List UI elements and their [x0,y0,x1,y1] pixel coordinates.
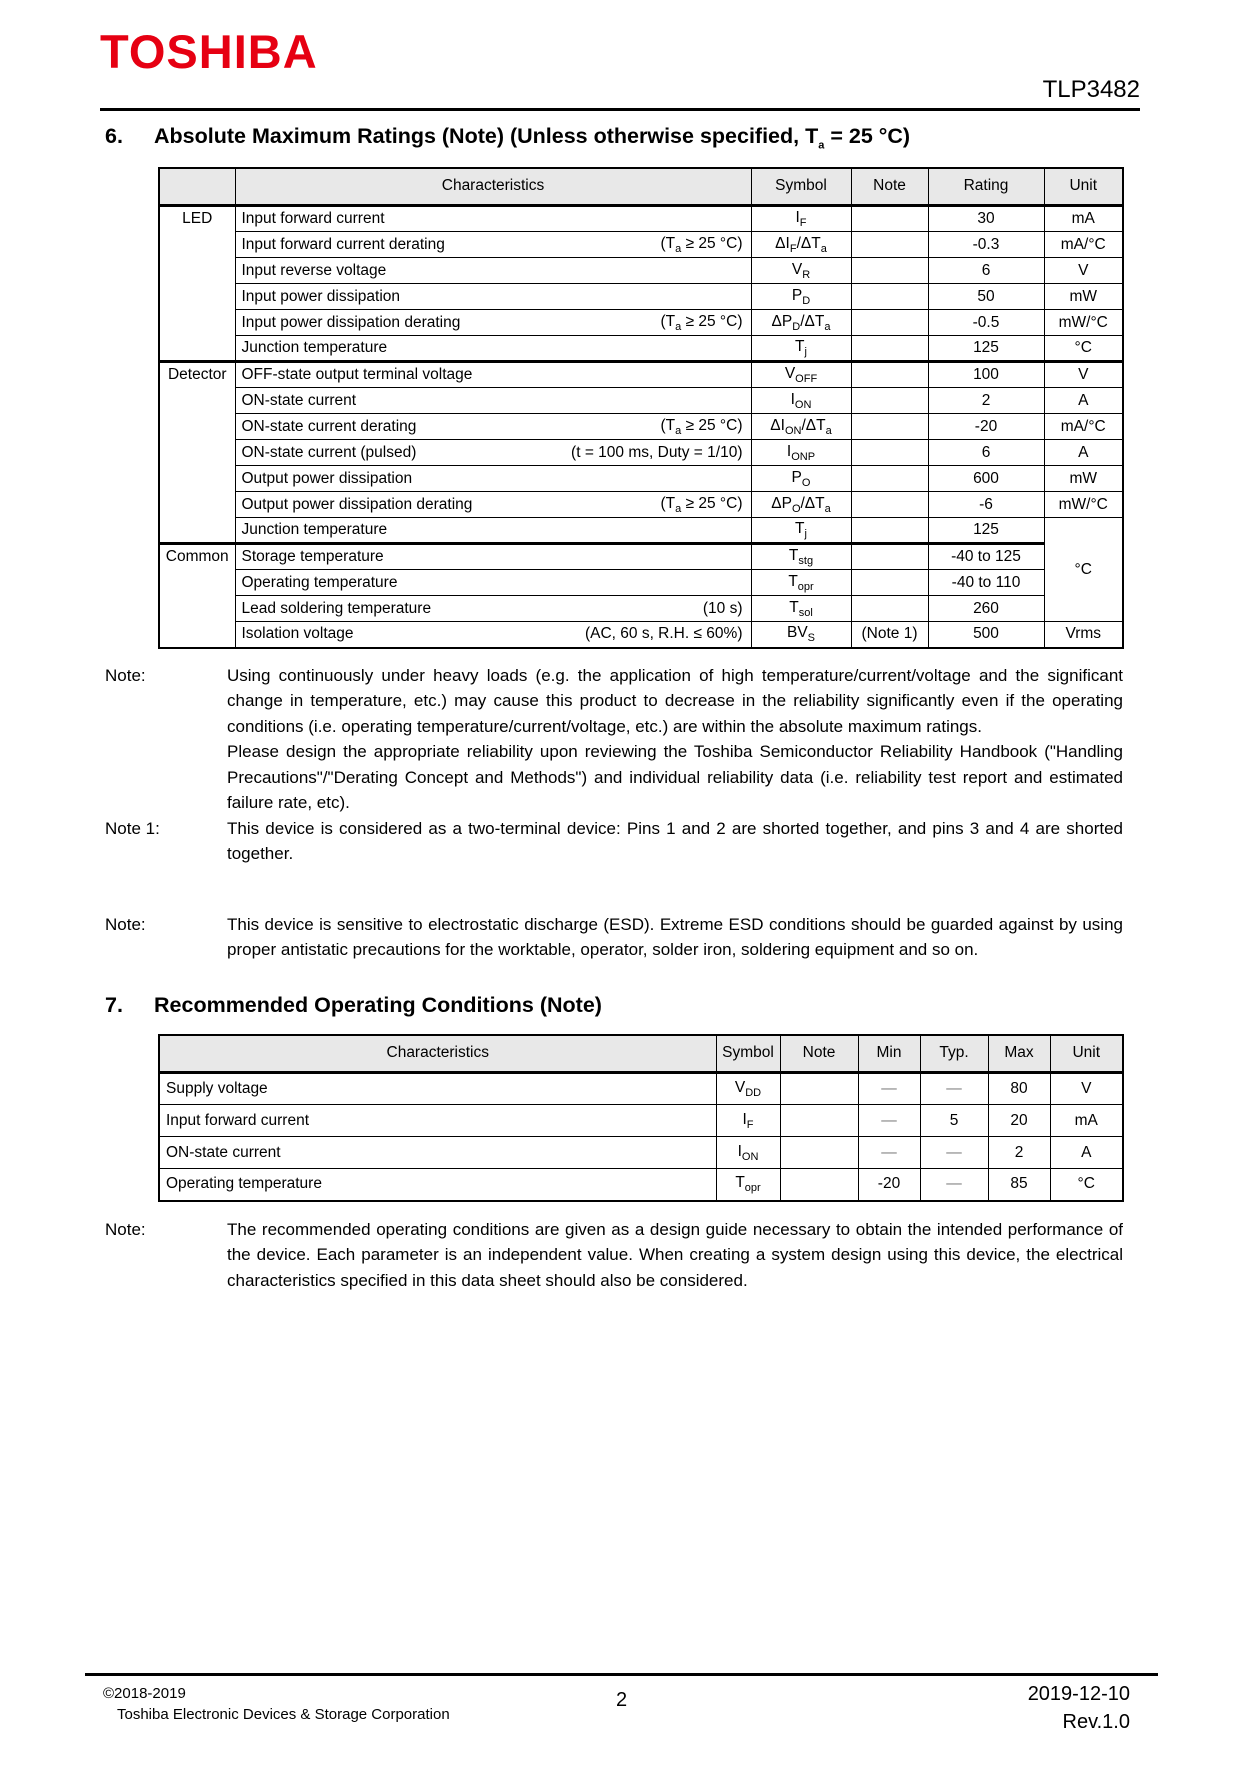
cell-symbol: $T_{sol}$ [751,596,851,622]
cell-rating: 6 [928,258,1044,284]
table-row [159,1073,1123,1105]
table-header-row [159,168,1123,206]
footer-revision-block [1028,1680,1130,1736]
table-row [159,258,1123,284]
note-block-esd [105,912,1123,963]
cell-unit: A [1044,388,1123,414]
page-header [100,25,1140,111]
cell-symbol: $\Delta I_F/\Delta T_a$ [751,232,851,258]
cell-unit: V [1050,1073,1123,1105]
table-row [159,206,1123,232]
cell-rating: 600 [928,466,1044,492]
footer-content [85,1676,1158,1736]
note-text [227,912,1123,963]
cell-symbol: $\Delta I_{ON}/\Delta T_a$ [751,414,851,440]
cell-typ: — [920,1169,988,1201]
cell-rating: 50 [928,284,1044,310]
condition-text: ($T_a \ge 25$ °C) [660,234,743,255]
characteristic-text: ON-state current derating [241,417,417,435]
cell-symbol: $\Delta P_D/\Delta T_a$ [751,310,851,336]
note-text [227,663,1123,816]
table-row [159,362,1123,388]
cell-unit: mW/°C [1044,310,1123,336]
characteristic-text: Junction temperature [241,339,388,357]
cell-rating: -0.3 [928,232,1044,258]
cell-unit: mW [1044,466,1123,492]
section-heading-recommended-operating-conditions [105,993,1140,1018]
page-footer [85,1673,1158,1736]
cell-note [851,258,928,284]
column-header-symbol: Symbol [751,168,851,206]
cell-symbol: $T_{stg}$ [751,544,851,570]
table-row [159,570,1123,596]
cell-char [235,388,751,414]
group-cell: Common [159,544,235,648]
cell-unit: mW/°C [1044,492,1123,518]
footer-copyright-block [103,1683,450,1725]
condition-text: ($T_a \ge 25$ °C) [660,312,743,333]
cell-note [780,1169,858,1201]
cell-symbol: $P_O$ [751,466,851,492]
cell-max: 85 [988,1169,1050,1201]
cell-symbol: $T_{opr}$ [751,570,851,596]
cell-symbol: $V_R$ [751,258,851,284]
characteristic-text: Input forward current [166,1111,310,1129]
cell-symbol: $V_{DD}$ [716,1073,780,1105]
note-paragraph: The recommended operating conditions are given as a design guide necessary to obtain the intended performance of the device. Each parameter is an independent value. When creating a system design using this device, the electrical characteristics specified in this data sheet should also be considered. [227,1219,1123,1290]
revision-number: Rev.1.0 [1062,1711,1130,1733]
datasheet-page [0,25,1240,1782]
characteristic-text: ON-state current [166,1143,281,1161]
cell-symbol: $I_{ON}$ [751,388,851,414]
cell-unit: Vrms [1044,622,1123,648]
characteristic-text: Lead soldering temperature [241,599,432,617]
cell-char [235,622,751,648]
cell-rating: -20 [928,414,1044,440]
cell-symbol: $BV_S$ [751,622,851,648]
cell-unit: mW [1044,284,1123,310]
cell-unit: mA [1044,206,1123,232]
cell-rating: 100 [928,362,1044,388]
cell-char [235,336,751,362]
cell-unit: °C [1050,1169,1123,1201]
cell-symbol: $I_{ON}$ [716,1137,780,1169]
cell-rating: 6 [928,440,1044,466]
cell-rating: -40 to 110 [928,570,1044,596]
cell-rating: 260 [928,596,1044,622]
group-cell: LED [159,206,235,362]
characteristic-text: Operating temperature [166,1175,322,1193]
note-paragraph: This device is sensitive to electrostatic discharge (ESD). Extreme ESD conditions should be guarded against by using proper antistatic precautions for the worktable, operator, solder iron, soldering equipment and so on. [227,914,1123,960]
characteristic-text: Junction temperature [241,521,388,539]
characteristic-text: Input forward current derating [241,235,445,253]
cell-char [235,232,751,258]
column-header-group [159,168,235,206]
note-block-recommended [105,1217,1123,1294]
table-row [159,336,1123,362]
cell-note [851,232,928,258]
company-name: Toshiba Electronic Devices & Storage Corporation [117,1706,450,1723]
condition-text: ($T_a \ge 25$ °C) [660,494,743,515]
cell-min: — [858,1105,920,1137]
cell-note [851,570,928,596]
cell-symbol: $I_{ONP}$ [751,440,851,466]
cell-note [851,336,928,362]
cell-note [780,1137,858,1169]
column-header-char: Characteristics [159,1035,716,1073]
section-number: 6. [105,124,123,149]
cell-char [235,596,751,622]
note-label: Note 1: [105,818,160,838]
cell-char [235,362,751,388]
note-label: Note: [105,665,146,685]
table-row [159,518,1123,544]
column-header-symbol: Symbol [716,1035,780,1073]
cell-symbol: $I_F$ [716,1105,780,1137]
cell-note [780,1073,858,1105]
cell-rating: 30 [928,206,1044,232]
table-row [159,1137,1123,1169]
column-header-min: Min [858,1035,920,1073]
cell-max: 2 [988,1137,1050,1169]
section-number: 7. [105,992,123,1017]
cell-min: — [858,1073,920,1105]
cell-char [159,1169,716,1201]
characteristic-text: OFF-state output terminal voltage [241,366,473,384]
cell-note [851,596,928,622]
note-paragraph: This device is considered as a two-terminal device: Pins 1 and 2 are shorted together, and pins 3 and 4 are shorted together. [227,818,1123,864]
cell-rating: -40 to 125 [928,544,1044,570]
cell-char [235,440,751,466]
cell-rating: 500 [928,622,1044,648]
toshiba-logo: TOSHIBA [100,25,318,78]
cell-char [159,1137,716,1169]
cell-unit: °C [1044,518,1123,622]
cell-max: 20 [988,1105,1050,1137]
column-header-unit: Unit [1050,1035,1123,1073]
section-heading-absolute-maximum-ratings [105,124,1140,151]
note-text [227,1217,1123,1294]
table-row [159,284,1123,310]
condition-text: (t = 100 ms, Duty = 1/10) [571,443,743,461]
column-header-note: Note [780,1035,858,1073]
cell-symbol: $V_{OFF}$ [751,362,851,388]
cell-note [851,388,928,414]
characteristic-text: Input power dissipation [241,287,401,305]
cell-symbol: $T_j$ [751,336,851,362]
cell-symbol: $I_F$ [751,206,851,232]
table-row [159,232,1123,258]
cell-char [235,310,751,336]
cell-note [851,362,928,388]
cell-char [235,258,751,284]
characteristic-text: ON-state current (pulsed) [241,443,417,461]
cell-rating: -0.5 [928,310,1044,336]
table-row [159,414,1123,440]
cell-symbol: $T_j$ [751,518,851,544]
cell-note [851,310,928,336]
cell-typ: — [920,1073,988,1105]
cell-char [235,570,751,596]
cell-typ: 5 [920,1105,988,1137]
cell-unit: mA/°C [1044,232,1123,258]
table-row [159,622,1123,648]
section-title: Recommended Operating Conditions (Note) [154,992,602,1017]
cell-note [851,518,928,544]
cell-unit: mA/°C [1044,414,1123,440]
cell-unit: °C [1044,336,1123,362]
cell-rating: 125 [928,518,1044,544]
cell-char [235,544,751,570]
characteristic-text: Input forward current [241,210,385,228]
note-label: Note: [105,1219,146,1239]
cell-unit: mA [1050,1105,1123,1137]
condition-text: (AC, 60 s, R.H. ≤ 60%) [584,625,743,643]
cell-unit: V [1044,258,1123,284]
cell-note [851,440,928,466]
column-header-unit: Unit [1044,168,1123,206]
table-row [159,544,1123,570]
table-row [159,310,1123,336]
table-row [159,1169,1123,1201]
characteristic-text: Output power dissipation [241,469,413,487]
column-header-typ: Typ. [920,1035,988,1073]
column-header-note: Note [851,168,928,206]
table-row [159,466,1123,492]
page-number: 2 [615,1689,628,1711]
table-row [159,1105,1123,1137]
document-date: 2019-12-10 [1027,1683,1130,1705]
cell-char [159,1105,716,1137]
characteristic-text: Input power dissipation derating [241,313,461,331]
column-header-char: Characteristics [235,168,751,206]
note-block-reliability [105,663,1123,816]
column-header-rating: Rating [928,168,1044,206]
part-number: TLP3482 [1042,76,1140,103]
characteristic-text: Output power dissipation derating [241,495,473,513]
note-label: Note: [105,914,146,934]
cell-note [851,284,928,310]
characteristic-text: Supply voltage [166,1080,268,1098]
cell-note [851,414,928,440]
cell-note [851,544,928,570]
cell-unit: A [1050,1137,1123,1169]
cell-char [235,284,751,310]
cell-rating: -6 [928,492,1044,518]
note-paragraph: Using continuously under heavy loads (e.g. the application of high temperature/current/voltage and the significant change in temperature, etc.) may cause this product to decrease in the reliability significantly even if the operating conditions (i.e. operating temperature/current/voltage, etc.) are within the absolute maximum ratings. [227,665,1123,736]
cell-symbol: $P_D$ [751,284,851,310]
cell-note [851,492,928,518]
cell-symbol: $T_{opr}$ [716,1169,780,1201]
cell-max: 80 [988,1073,1050,1105]
characteristic-text: Storage temperature [241,548,384,566]
cell-char [159,1073,716,1105]
characteristic-text: Input reverse voltage [241,261,387,279]
note-block-two-terminal [105,816,1123,867]
cell-char [235,206,751,232]
section-title: Absolute Maximum Ratings (Note) (Unless otherwise specified, $T_a = 25$ °C) [154,124,911,152]
copyright-years: ©2018-2019 [103,1685,186,1702]
cell-note [851,466,928,492]
cell-rating: 125 [928,336,1044,362]
group-cell: Detector [159,362,235,544]
cell-min: — [858,1137,920,1169]
note-text [227,816,1123,867]
cell-rating: 2 [928,388,1044,414]
characteristic-text: ON-state current [241,391,357,409]
cell-typ: — [920,1137,988,1169]
recommended-operating-conditions-table [158,1034,1124,1202]
cell-symbol: $\Delta P_O/\Delta T_a$ [751,492,851,518]
table-header-row [159,1035,1123,1073]
absolute-maximum-ratings-table [158,167,1124,649]
cell-char [235,492,751,518]
table-row [159,492,1123,518]
cell-char [235,466,751,492]
cell-note [851,206,928,232]
cell-unit: A [1044,440,1123,466]
characteristic-text: Operating temperature [241,573,398,591]
cell-note [780,1105,858,1137]
condition-text: (10 s) [702,599,743,617]
condition-text: ($T_a \ge 25$ °C) [660,416,743,437]
table-row [159,388,1123,414]
cell-unit: V [1044,362,1123,388]
table-row [159,596,1123,622]
cell-char [235,518,751,544]
cell-note: (Note 1) [851,622,928,648]
cell-min: -20 [858,1169,920,1201]
column-header-max: Max [988,1035,1050,1073]
table-row [159,440,1123,466]
note-paragraph: Please design the appropriate reliability upon reviewing the Toshiba Semiconductor Reliability Handbook ("Handling Precautions"/"Derating Concept and Methods") and individual reliability data (i.e. reliability test report and estimated failure rate, etc). [227,742,1123,813]
characteristic-text: Isolation voltage [241,625,354,643]
cell-char [235,414,751,440]
